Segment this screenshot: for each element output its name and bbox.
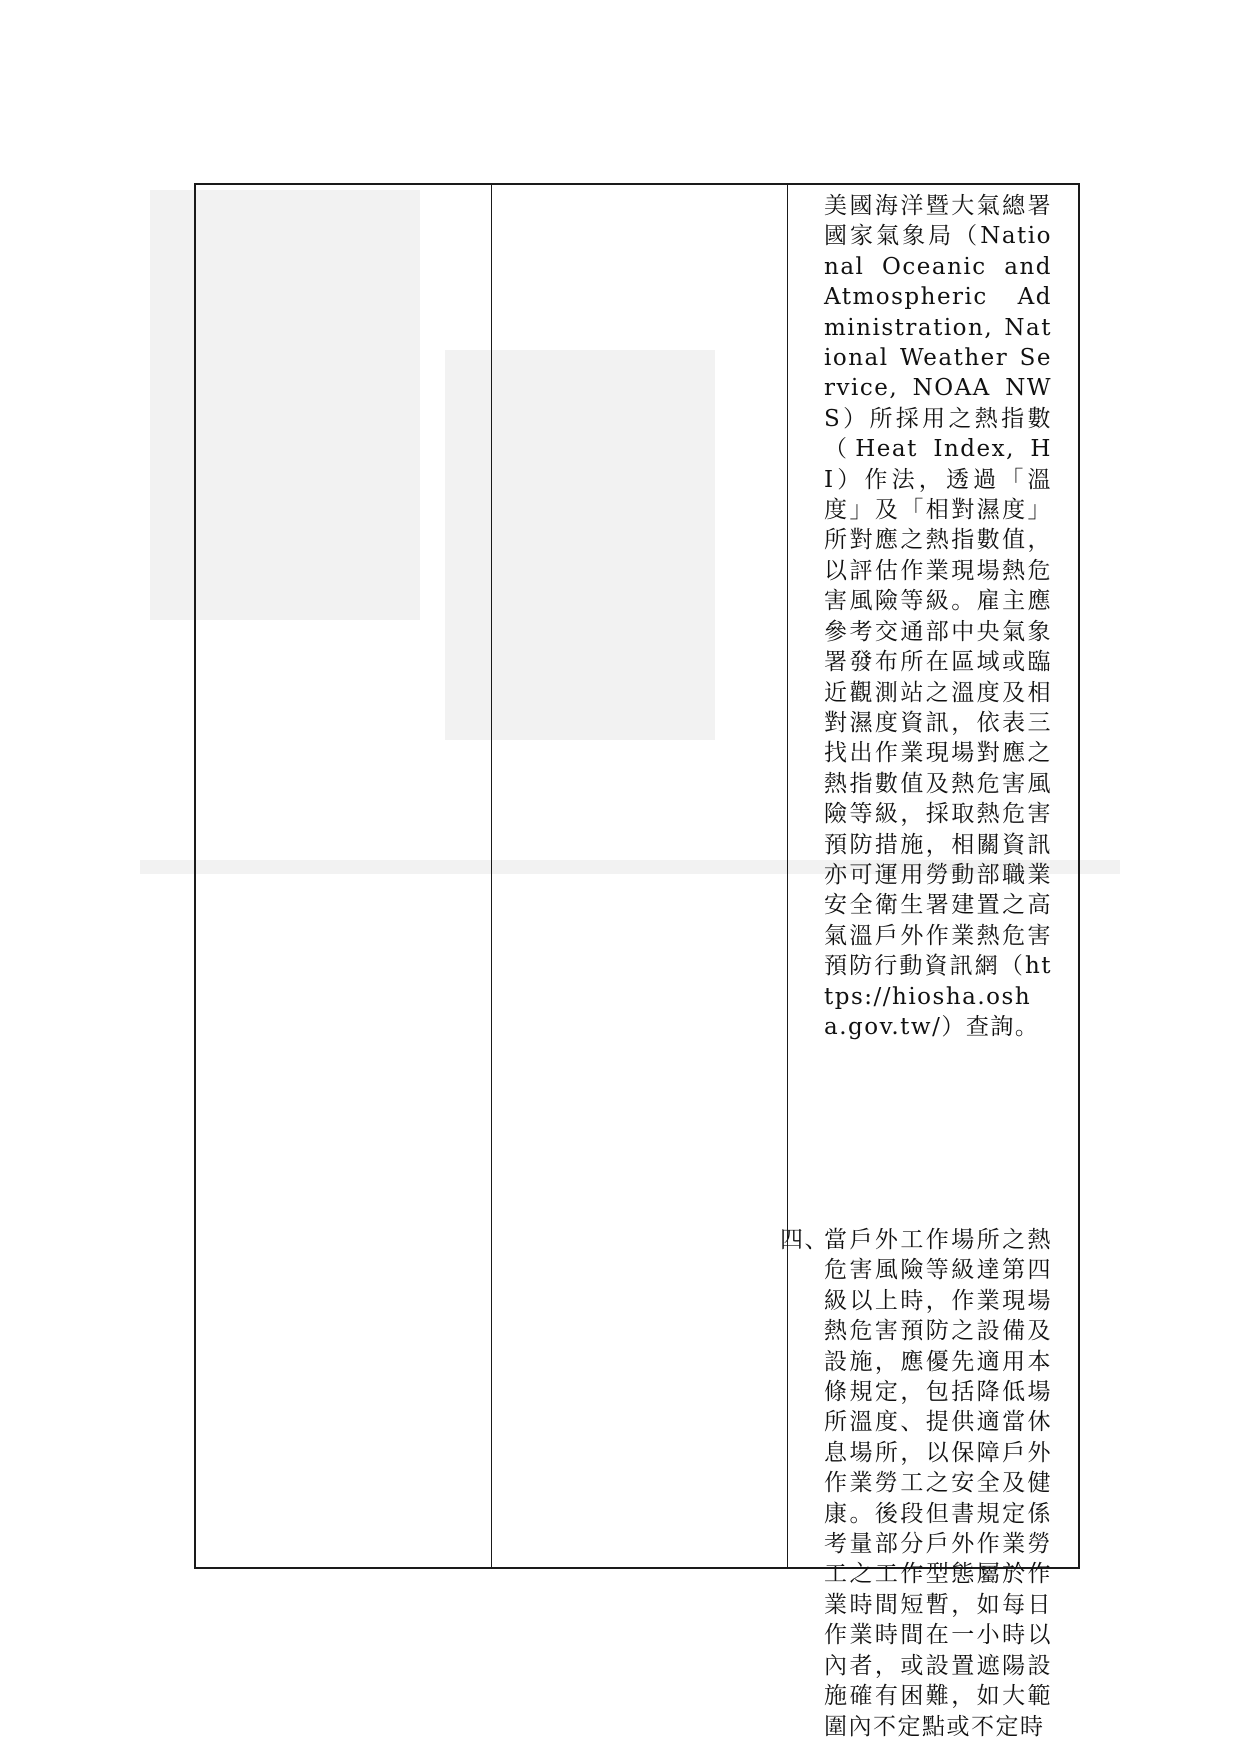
- comparison-table: [194, 183, 1080, 1740]
- explanation-paragraph-continued: 美國海洋暨大氣總署國家氣象局（National Oceanic and Atmospheric Administration, National Weather Service, NOAA NWS）所採用之熱指數（Heat Index, HI）作法，透過「溫度」及「相對濕度」所對應之熱指數值，以評估作業現場熱危害風險等級。雇主應參考交通部中央氣象署發布所在區域或臨近觀測站之溫度及相對濕度資訊，依表三找出作業現場對應之熱指數值及熱危害風險等級，採取熱危害預防措施，相關資訊亦可運用勞動部職業安全衛生署建置之高氣溫戶外作業熱危害預防行動資訊網（https://hiosha.osha.gov.tw/）查詢。: [824, 193, 1052, 1040]
- item-four-marker: 四、: [780, 1227, 829, 1253]
- table-column-explanation: [780, 185, 1078, 1740]
- item-four-text: 當戶外工作場所之熱危害風險等級達第四級以上時，作業現場熱危害預防之設備及設施，應優先適用本條規定，包括降低場所溫度、提供適當休息場所，以保障戶外作業勞工之安全及健康。後段但書規定係考量部分戶外作業勞工之工作型態屬於作業時間短暫，如每日作業時間在一小時以內者，或設置遮陽設施確有困難，如大範圍內不定點或不定時: [824, 1227, 1052, 1740]
- table-column-2: [492, 185, 788, 1567]
- table-column-1: [196, 185, 492, 1567]
- explanation-item-four: [780, 1225, 1052, 1742]
